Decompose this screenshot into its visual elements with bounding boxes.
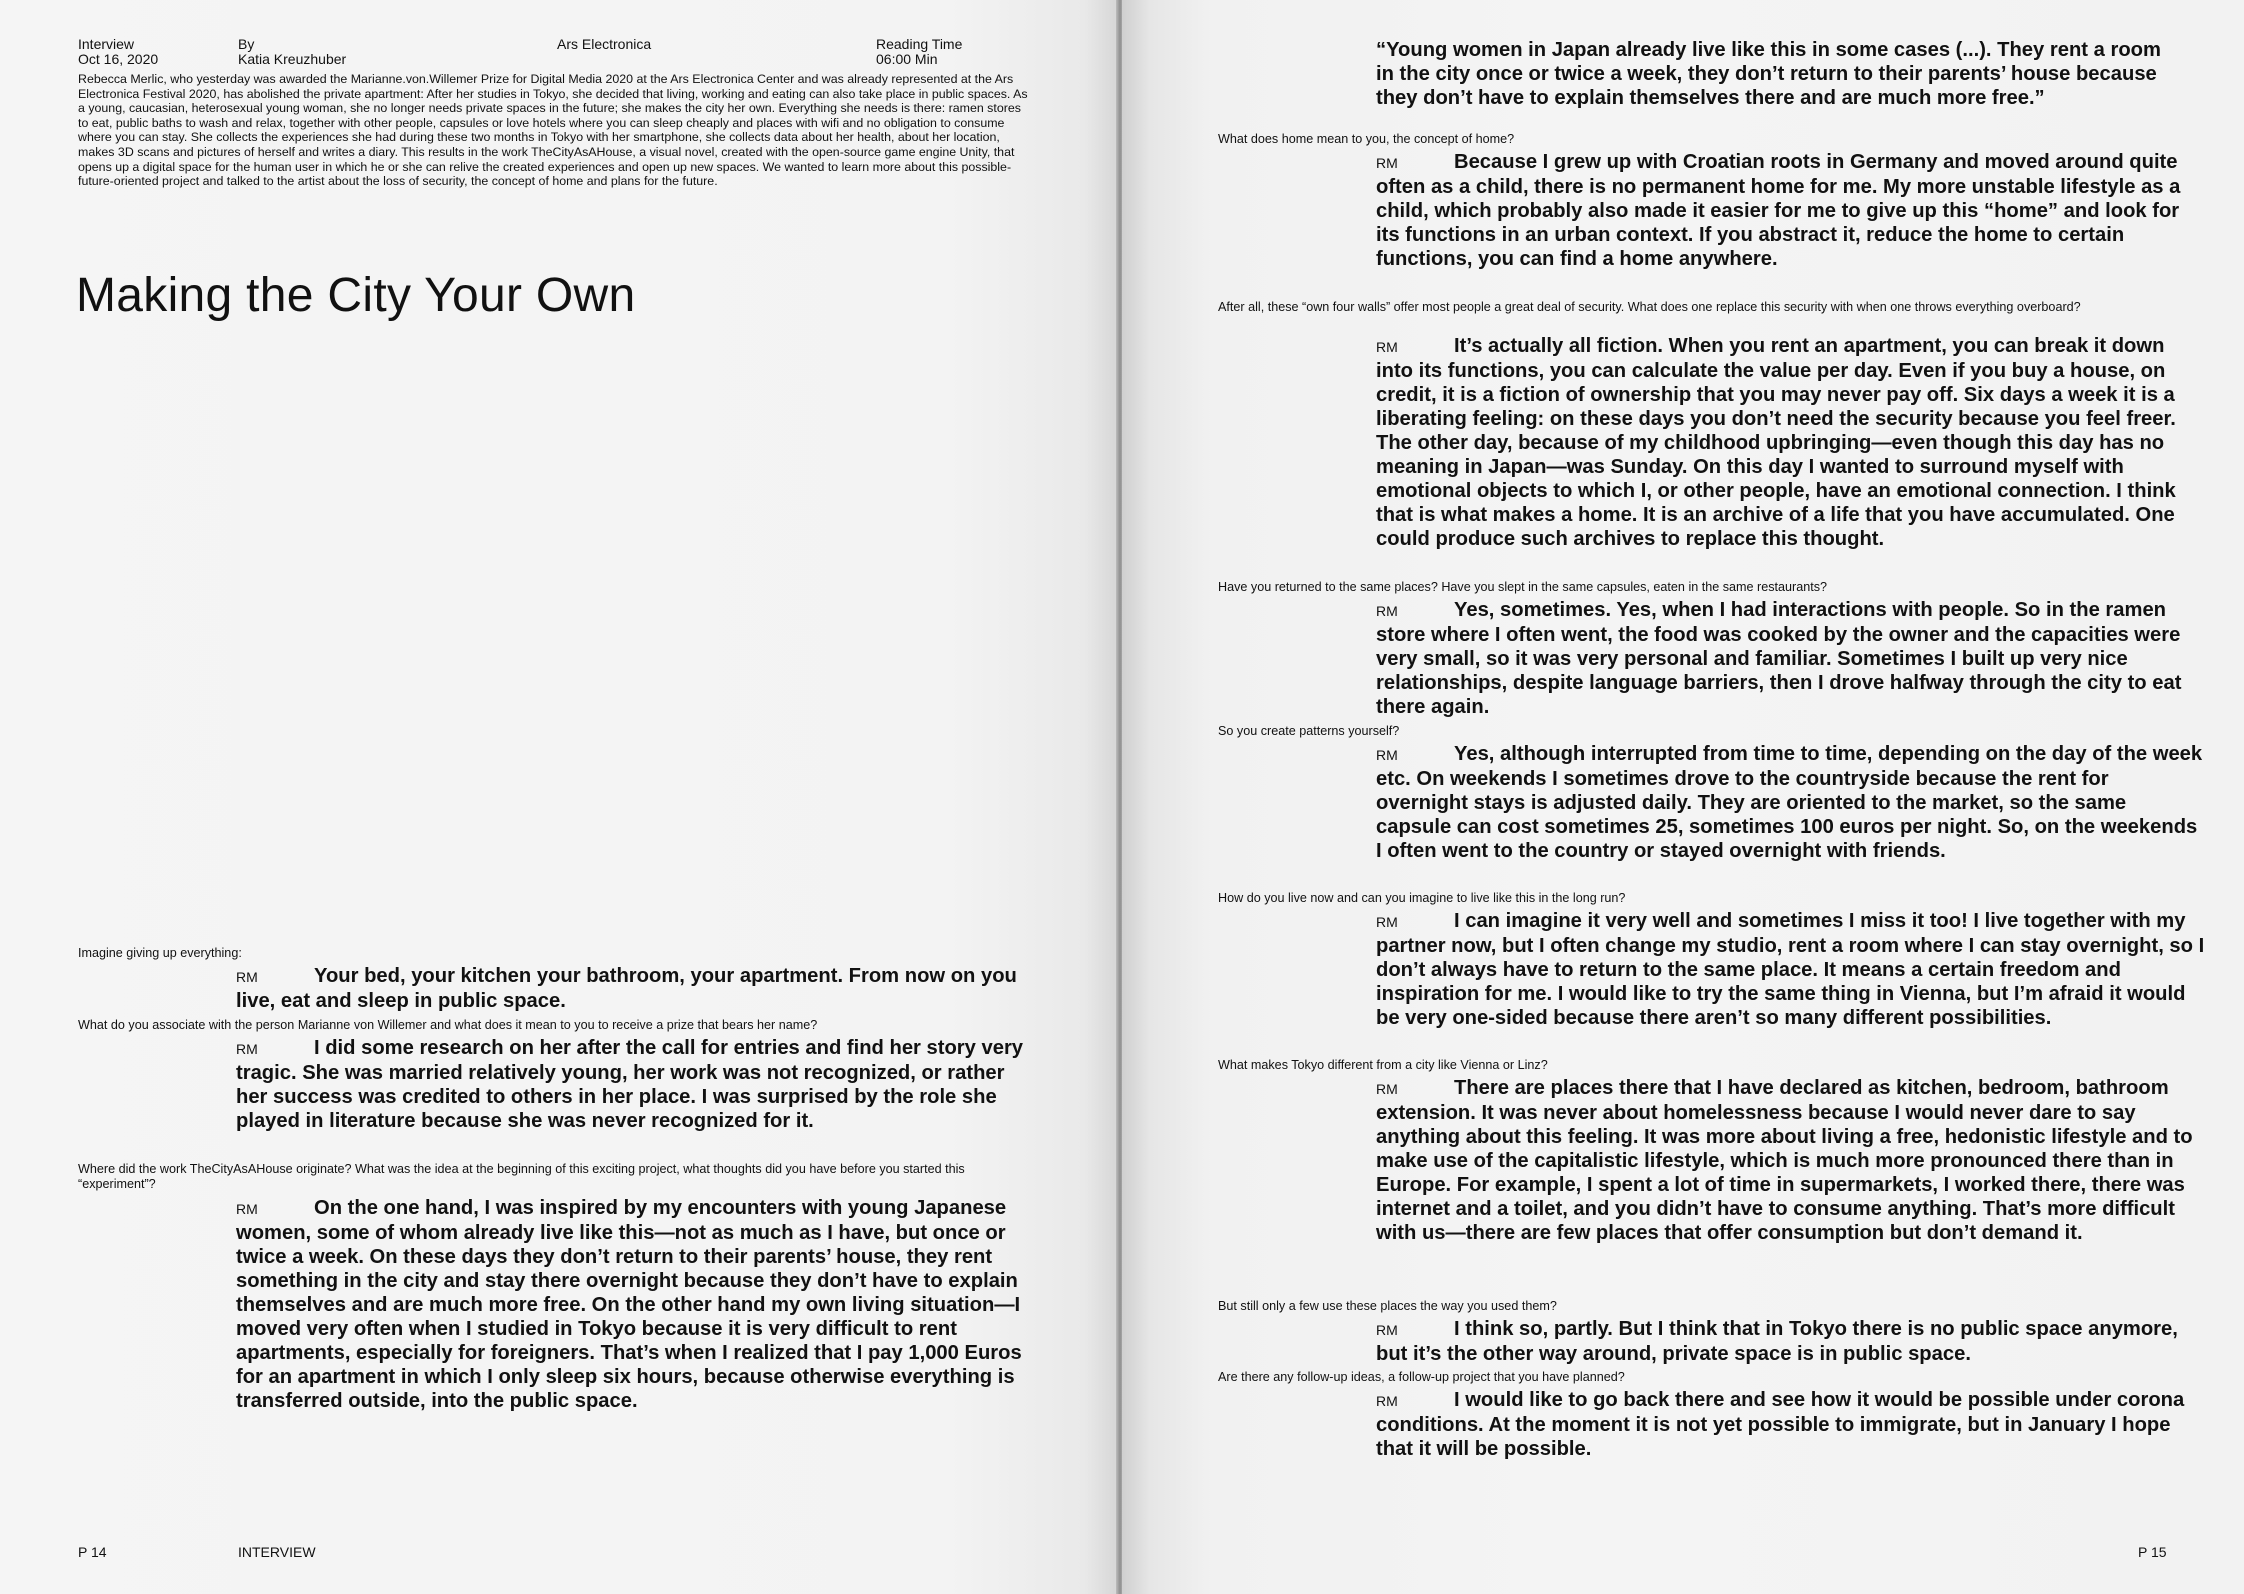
meta-by-label: By — [238, 36, 255, 52]
answer — [1376, 334, 2206, 551]
page-number-left: P 14 — [78, 1544, 107, 1560]
meta-author — [238, 37, 346, 67]
answer — [1376, 1317, 2206, 1366]
answer — [1376, 909, 2206, 1030]
meta-date: Oct 16, 2020 — [78, 51, 159, 67]
answer-text: Because I grew up with Croatian roots in Germany and moved around quite often as a child, there is no permanent home for me. My more unstable lifestyle as a child, which probably also made it easier for me to give up this “home” and look for its functions in an urban context. If you abstract it, reduce the home to certain functions, you can find a home anywhere. — [1376, 151, 2181, 270]
speaker-initials: RM — [236, 1201, 258, 1217]
answer — [236, 964, 1036, 1013]
answer-text: It’s actually all fiction. When you rent an apartment, you can break it down into its functions, you can calculate the value per day. Even if you buy a house, on credit, it is a fiction of ownership that you may never pay off. Six days a week it is a liberating feeling: on these days you don’t need the security because you feel freer. The other day, because of my childhood upbringing—even though this day has no meaning in Japan—was Sunday. On this day I wanted to surround myself with emotional objects to which I, or other people, have an emotional connection. I think that is what makes a home. It is an archive of a life that you have accumulated. One could produce such archives to replace this thought. — [1376, 335, 2176, 550]
question: What makes Tokyo different from a city like Vienna or Linz? — [1218, 1058, 1548, 1072]
speaker-initials: RM — [1376, 1322, 1398, 1338]
answer — [1376, 742, 2206, 863]
speaker-initials: RM — [1376, 1081, 1398, 1097]
speaker-initials: RM — [1376, 155, 1398, 171]
question: What does home mean to you, the concept of home? — [1218, 132, 1515, 146]
question: Imagine giving up everything: — [78, 946, 242, 960]
meta-reading-label: Reading Time — [876, 36, 963, 52]
answer — [1376, 1076, 2206, 1245]
answer-text: There are places there that I have declared as kitchen, bedroom, bathroom extension. It was never about homelessness because I would never dare to say anything about this feeling. It was more about living a free, hedonistic lifestyle and to make use of the capitalistic lifestyle, which is much more pronounced there than in Europe. For example, I spent a lot of time in supermarkets, I worked there, there was internet and a toilet, and you didn’t have to consume anything. That’s more difficult with us—there are few places that offer consumption but don’t demand it. — [1376, 1077, 2193, 1244]
answer-text: Yes, although interrupted from time to time, depending on the day of the week etc. On weekends I sometimes drove to the countryside because the rent for overnight stays is adjusted daily. They are oriented to the market, so the same capsule can cost sometimes 25, sometimes 100 euros per night. So, on the weekends I often went to the country or stayed overnight with friends. — [1376, 743, 2203, 862]
answer-text: I would like to go back there and see how it would be possible under corona conditions. At the moment it is not yet possible to immigrate, but in January I hope that it will be possible. — [1376, 1389, 2185, 1460]
speaker-initials: RM — [1376, 914, 1398, 930]
question: After all, these “own four walls” offer most people a great deal of security. What does one replace this security with when one throws everything overboard? — [1218, 300, 2081, 314]
pull-quote: “Young women in Japan already live like this in some cases (...). They rent a room in the city once or twice a week, they don’t return to their parents’ house because they don’t have to explain themselves there and are much more free.” — [1376, 39, 2161, 109]
right-page — [1122, 0, 2244, 1594]
section-label: INTERVIEW — [238, 1544, 316, 1560]
answer-text: I think so, partly. But I think that in Tokyo there is no public space anymore, but it’s the other way around, private space is in public space. — [1376, 1318, 2178, 1365]
meta-type-label: Interview — [78, 36, 135, 52]
question: So you create patterns yourself? — [1218, 724, 1400, 738]
meta-publication-name: Ars Electronica — [557, 36, 652, 52]
answer — [1376, 150, 2206, 271]
intro-paragraph: Rebecca Merlic, who yesterday was awarded the Marianne.von.Willemer Prize for Digital Media 2020 at the Ars Electronica Center and was already represented at the Ars Electronica Festival 2020, has abolished the private apartment: After her studies in Tokyo, she decided that living, working and eating can also take place in public spaces. As a young, caucasian, heterosexual young woman, she no longer needs private spaces in the future; she makes the city her own. Everything she needs is there: ramen stores to eat, public baths to wash and relax, together with other people, capsules or love hotels where you can sleep cheaply and places with wifi and no obligation to consume where you can stay. She collects the experiences she had during these two months in Tokyo with her smartphone, she collects data about her health, about her location, makes 3D scans and pictures of herself and writes a diary. This results in the work TheCityAsAHouse, a visual novel, created with the open-source game engine Unity, that opens up a digital space for the human user in which he or she can relive the created experiences and open up new spaces. We wanted to learn more about this possible-future-oriented project and talked to the artist about the loss of security, the concept of home and plans for the future. — [78, 72, 1028, 189]
speaker-initials: RM — [1376, 603, 1398, 619]
question: But still only a few use these places the way you used them? — [1218, 1299, 1557, 1313]
answer-text: Yes, sometimes. Yes, when I had interactions with people. So in the ramen store where I often went, the food was cooked by the owner and the capacities were very small, so it was very personal and familiar. Sometimes I built up very nice relationships, despite language barriers, then I drove halfway through the city to eat there again. — [1376, 599, 2182, 718]
meta-reading-time — [876, 37, 962, 67]
answer-text: I can imagine it very well and sometimes I miss it too! I live together with my partner now, but I often change my studio, rent a room where I can stay overnight, so I don’t always have to return to the same place. It means a certain freedom and inspiration for me. I would like to try the same thing in Vienna, but I’m afraid it would be very one-sided because there aren’t so many different possibilities. — [1376, 910, 2205, 1029]
answer-text: On the one hand, I was inspired by my encounters with young Japanese women, some of whom already live like this—not as much as I have, but once or twice a week. On these days they don’t return to their parents’ house, they rent something in the city and stay there overnight because they don’t have to explain themselves and are much more free. On the other hand my own living situation—I moved very often when I studied in Tokyo because it is very difficult to rent apartments, especially for foreigners. That’s when I realized that I pay 1,000 Euros for an apartment in which I only sleep six hours, because otherwise everything is transferred outside, into the public space. — [236, 1197, 1022, 1412]
answer-text: I did some research on her after the call for entries and find her story very tragic. She was married relatively young, her work was not recognized, or rather her success was credited to others in her place. I was surprised by the role she played in literature because she was never recognized for it. — [236, 1037, 1024, 1132]
speaker-initials: RM — [236, 969, 258, 985]
article-title: Making the City Your Own — [76, 269, 636, 322]
page-number-right: P 15 — [2138, 1544, 2167, 1560]
speaker-initials: RM — [1376, 339, 1398, 355]
speaker-initials: RM — [1376, 1393, 1398, 1409]
answer — [1376, 598, 2206, 719]
question: Where did the work TheCityAsAHouse originate? What was the idea at the beginning of this exciting project, what thoughts did you have before you started this “experiment”? — [78, 1162, 965, 1191]
meta-reading-value: 06:00 Min — [876, 51, 938, 67]
answer-text: Your bed, your kitchen your bathroom, your apartment. From now on you live, eat and sleep in public space. — [236, 965, 1017, 1012]
meta-type — [78, 37, 158, 67]
answer — [1376, 1388, 2206, 1461]
answer — [236, 1036, 1036, 1133]
meta-author-name: Katia Kreuzhuber — [238, 51, 347, 67]
answer — [236, 1196, 1036, 1413]
question: Are there any follow-up ideas, a follow-up project that you have planned? — [1218, 1370, 1625, 1384]
question: What do you associate with the person Marianne von Willemer and what does it mean to you to receive a prize that bears her name? — [78, 1018, 818, 1032]
question: How do you live now and can you imagine to live like this in the long run? — [1218, 891, 1626, 905]
left-page — [0, 0, 1118, 1594]
speaker-initials: RM — [236, 1041, 258, 1057]
meta-publication — [557, 37, 651, 52]
speaker-initials: RM — [1376, 747, 1398, 763]
question: Have you returned to the same places? Have you slept in the same capsules, eaten in the same restaurants? — [1218, 580, 1828, 594]
